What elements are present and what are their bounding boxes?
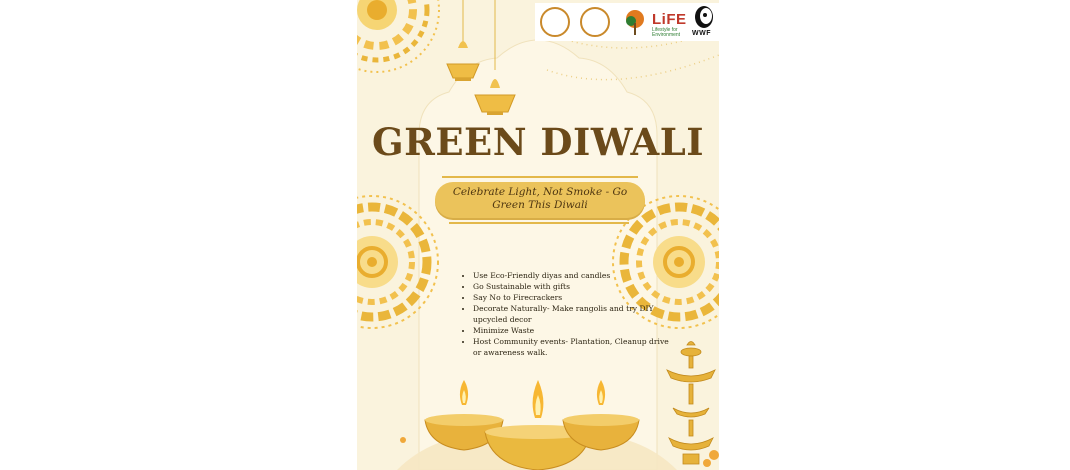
tagline-divider — [449, 222, 629, 224]
list-item: • Use Eco-Friendly diyas and candles — [473, 270, 673, 281]
panda-icon — [693, 5, 715, 29]
mandala-top-left — [357, 0, 439, 72]
partner-logos — [535, 3, 719, 41]
life-logo-text: LiFE — [652, 11, 687, 28]
life-tree-icon — [622, 9, 648, 37]
tagline-banner — [435, 182, 645, 218]
list-item: • Host Community events- Plantation, Cleanup drive or awareness walk. — [473, 336, 673, 358]
list-item: • Say No to Firecrackers — [473, 292, 673, 303]
wwf-logo-text: WWF — [692, 30, 711, 37]
list-item: • Go Sustainable with gifts — [473, 281, 673, 292]
green-diwali-poster — [357, 0, 719, 470]
list-item: • Minimize Waste — [473, 325, 673, 336]
standing-brass-lamp — [667, 342, 715, 465]
list-item: • Decorate Naturally- Make rangolis and try DIY upcycled decor — [473, 303, 673, 325]
hanging-lamp-left — [447, 0, 479, 81]
tips-list — [459, 270, 673, 358]
poster-title: GREEN DIWALI — [371, 120, 705, 164]
logo-badge-2 — [580, 7, 610, 37]
logo-badge-1 — [540, 7, 570, 37]
title-divider — [442, 176, 638, 178]
tagline-text: Celebrate Light, Not Smoke - Go Green This Diwali — [452, 186, 628, 211]
life-logo-subtitle: Lifestyle for Environment — [652, 27, 681, 38]
poster-artwork — [357, 0, 719, 470]
